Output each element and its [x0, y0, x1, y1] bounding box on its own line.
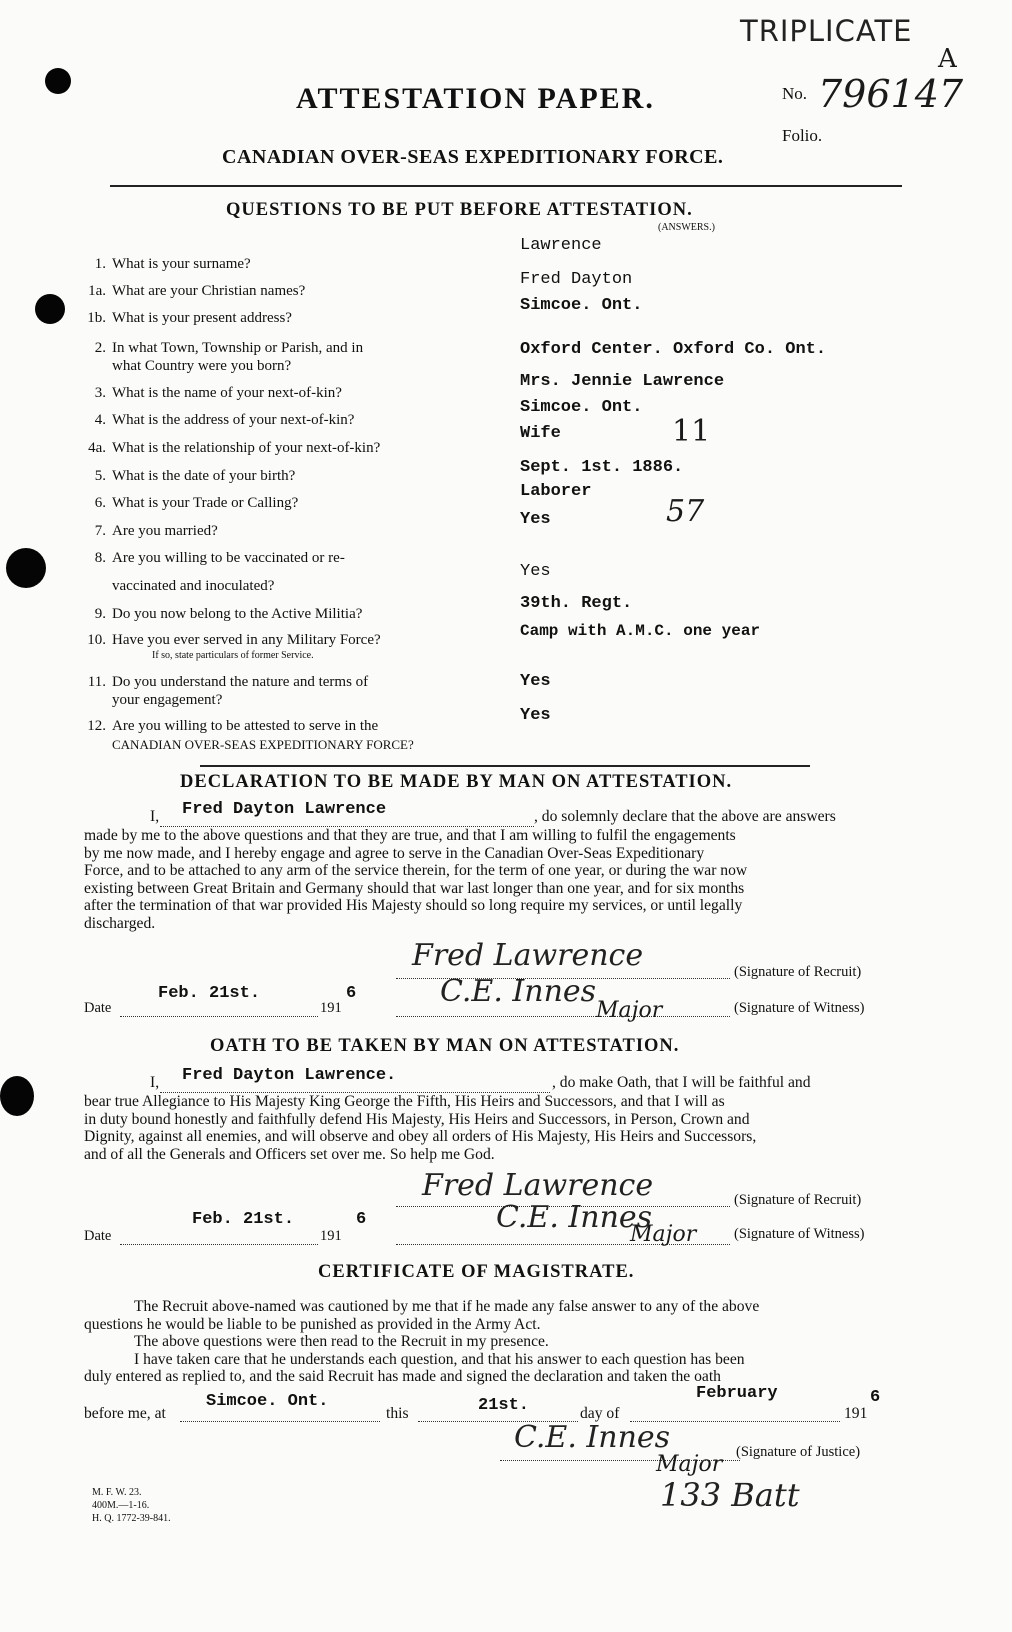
footer-line: M. F. W. 23.: [92, 1487, 142, 1498]
this-label: this: [386, 1405, 409, 1422]
date-line: [120, 1016, 318, 1017]
question-row: 9. Do you now belong to the Active Militia?: [94, 606, 363, 622]
margin-mark: 57: [666, 494, 705, 529]
answers-label: (ANSWERS.): [658, 222, 715, 233]
body-line: Force, and to be attached to any arm of the service therein, for the term of one year, or during the war now: [84, 862, 748, 880]
witness-rank: Major: [596, 998, 663, 1023]
question-row: 7. Are you married?: [94, 523, 218, 539]
answer-militia: 39th. Regt.: [520, 594, 633, 613]
justice-label: (Signature of Justice): [736, 1444, 861, 1460]
questions-heading: QUESTIONS TO BE PUT BEFORE ATTESTATION.: [226, 200, 693, 220]
oath-heading: OATH TO BE TAKEN BY MAN ON ATTESTATION.: [210, 1036, 680, 1056]
answer-military-service: Camp with A.M.C. one year: [520, 622, 761, 640]
recruit-signature: Fred Lawrence: [412, 938, 644, 973]
witness-label: (Signature of Witness): [734, 1226, 865, 1242]
question-row: 11. Do you understand the nature and terms of: [87, 674, 369, 690]
justice-line: [500, 1460, 740, 1461]
question-row-continued: vaccinated and inoculated?: [112, 578, 275, 594]
year-prefix: 191: [320, 1000, 342, 1016]
page-title: ATTESTATION PAPER.: [296, 82, 655, 115]
year-digit: 6: [356, 1210, 367, 1229]
oath-line: I,: [150, 1074, 160, 1091]
answer-willing-to-serve: Yes: [520, 706, 551, 725]
recruit-signature: Fred Lawrence: [422, 1168, 654, 1203]
question-row: 1. What is your surname?: [94, 256, 251, 272]
certificate-day: 21st.: [478, 1396, 530, 1415]
answer-married: Yes: [520, 510, 551, 529]
punch-hole: [45, 68, 71, 94]
date-line: [120, 1244, 318, 1245]
body-line: made by me to the above questions and that they are true, and that I am willing to fulfil the engagements: [84, 827, 736, 844]
year-digit: 6: [346, 984, 357, 1003]
question-row: 4a. What is the relationship of your next-of-kin?: [88, 440, 381, 456]
punch-hole: [0, 1076, 34, 1116]
year-prefix: 191: [320, 1228, 342, 1244]
body-line: existing between Great Britain and Germany should that war last longer than one year, and for six months: [84, 879, 745, 897]
question-row-continued: your engagement?: [112, 692, 223, 708]
answer-relationship: Wife: [520, 424, 561, 443]
declaration-name: Fred Dayton Lawrence: [182, 800, 387, 819]
body-line: in duty bound honestly and faithfully defend His Majesty, His Heirs and Successors, in Person, Crown and: [84, 1110, 750, 1128]
answer-christian-names: Fred Dayton: [520, 270, 633, 289]
witness-signature: C.E. Innes: [440, 974, 597, 1009]
answer-surname: Lawrence: [520, 236, 602, 255]
declaration-heading: DECLARATION TO BE MADE BY MAN ON ATTESTATION.: [180, 772, 733, 792]
declaration-date: Feb. 21st.: [158, 984, 261, 1003]
oath-line: , do make Oath, that I will be faithful and: [552, 1074, 811, 1091]
answer-vaccinated: Yes: [520, 562, 551, 581]
year-prefix: 191: [844, 1405, 868, 1422]
certificate-body: [84, 1298, 906, 1386]
place-line: [180, 1421, 380, 1422]
date-label: Date: [84, 1228, 112, 1244]
punch-hole: [35, 294, 65, 324]
folio-label: Folio.: [782, 126, 823, 145]
body-line: Dignity, against all enemies, and will observe and obey all orders of His Majesty, His Heirs and Successors,: [84, 1128, 757, 1146]
divider: [200, 765, 810, 767]
day-of-label: day of: [580, 1405, 620, 1422]
question-row: 10. Have you ever served in any Military Force?: [87, 632, 381, 648]
question-row: 6. What is your Trade or Calling?: [94, 495, 299, 511]
footer-line: H. Q. 1772-39-841.: [92, 1513, 171, 1524]
justice-signature: C.E. Innes: [514, 1420, 671, 1455]
answer-date-of-birth: Sept. 1st. 1886.: [520, 458, 684, 477]
oath-date: Feb. 21st.: [192, 1210, 295, 1229]
body-line: after the termination of that war provided His Majesty should so long require my services, or until legally: [84, 897, 743, 915]
body-line: duly entered as replied to, and the said Recruit has made and signed the declaration and taken the oath: [84, 1368, 721, 1386]
question-row: 8. Are you willing to be vaccinated or re-: [94, 550, 345, 566]
body-line: discharged.: [84, 914, 156, 932]
date-label: Date: [84, 1000, 112, 1016]
body-line: The Recruit above-named was cautioned by me that if he made any false answer to any of the above: [134, 1298, 760, 1315]
witness-line: [396, 1244, 730, 1245]
answer-next-of-kin: Mrs. Jennie Lawrence: [520, 372, 725, 391]
body-line: questions he would be liable to be punished as provided in the Army Act.: [84, 1315, 541, 1333]
question-row-continued: CANADIAN OVER-SEAS EXPEDITIONARY FORCE?: [112, 737, 414, 752]
justice-rank: Major: [656, 1452, 723, 1477]
triplicate-mark: A: [938, 44, 957, 74]
oath-body: [84, 1093, 906, 1163]
witness-rank: Major: [630, 1222, 697, 1247]
witness-line: [396, 1016, 730, 1017]
body-line: The above questions were then read to the Recruit in my presence.: [134, 1333, 549, 1351]
form-number: [92, 1486, 171, 1525]
answer-trade: Laborer: [520, 482, 592, 501]
footer-line: 400M.—1-16.: [92, 1500, 150, 1511]
certificate-heading: CERTIFICATE OF MAGISTRATE.: [318, 1262, 635, 1282]
declaration-body: [84, 827, 906, 933]
question-row: 5. What is the date of your birth?: [94, 468, 296, 484]
margin-mark: 11: [672, 414, 711, 449]
answer-next-of-kin-address: Simcoe. Ont.: [520, 398, 643, 417]
certificate-month: February: [696, 1384, 778, 1403]
page-subtitle: CANADIAN OVER-SEAS EXPEDITIONARY FORCE.: [222, 146, 724, 168]
question-row: 12. Are you willing to be attested to serve in the: [87, 718, 379, 734]
divider: [110, 185, 902, 187]
body-line: I have taken care that he understands each question, and that his answer to each question has been: [134, 1350, 745, 1368]
question-row: 2. In what Town, Township or Parish, and in: [94, 340, 364, 356]
question-note: If so, state particulars of former Service.: [152, 650, 314, 661]
before-label: before me, at: [84, 1405, 166, 1422]
witness-label: (Signature of Witness): [734, 1000, 865, 1016]
question-row: 3. What is the name of your next-of-kin?: [94, 385, 342, 401]
answer-present-address: Simcoe. Ont.: [520, 296, 643, 315]
no-label: No.: [782, 84, 808, 103]
regimental-number: 796147: [818, 72, 964, 116]
question-row: 1a. What are your Christian names?: [88, 283, 306, 299]
answer-birthplace: Oxford Center. Oxford Co. Ont.: [520, 340, 827, 359]
oath-name: Fred Dayton Lawrence.: [182, 1066, 397, 1085]
signature-label: (Signature of Recruit): [734, 1192, 862, 1208]
answer-understand-terms: Yes: [520, 672, 551, 691]
body-line: bear true Allegiance to His Majesty King George the Fifth, His Heirs and Successors, and that I will as: [84, 1093, 725, 1110]
witness-signature: C.E. Innes: [496, 1200, 653, 1235]
body-line: by me now made, and I hereby engage and agree to serve in the Canadian Over-Seas Expeditionary: [84, 844, 705, 862]
punch-hole: [6, 548, 46, 588]
declaration-line: , do solemnly declare that the above are answers: [534, 808, 836, 825]
certificate-place: Simcoe. Ont.: [206, 1392, 329, 1411]
triplicate-stamp: TRIPLICATE: [740, 14, 913, 48]
declaration-line: I,: [150, 808, 160, 825]
question-row: 1b. What is your present address?: [87, 310, 292, 326]
year-digit: 6: [870, 1388, 881, 1407]
question-row-continued: what Country were you born?: [112, 358, 292, 374]
question-row: 4. What is the address of your next-of-kin?: [94, 412, 355, 428]
signature-label: (Signature of Recruit): [734, 964, 862, 980]
body-line: and of all the Generals and Officers set over me. So help me God.: [84, 1145, 495, 1163]
battalion-note: 133 Batt: [660, 1476, 800, 1514]
